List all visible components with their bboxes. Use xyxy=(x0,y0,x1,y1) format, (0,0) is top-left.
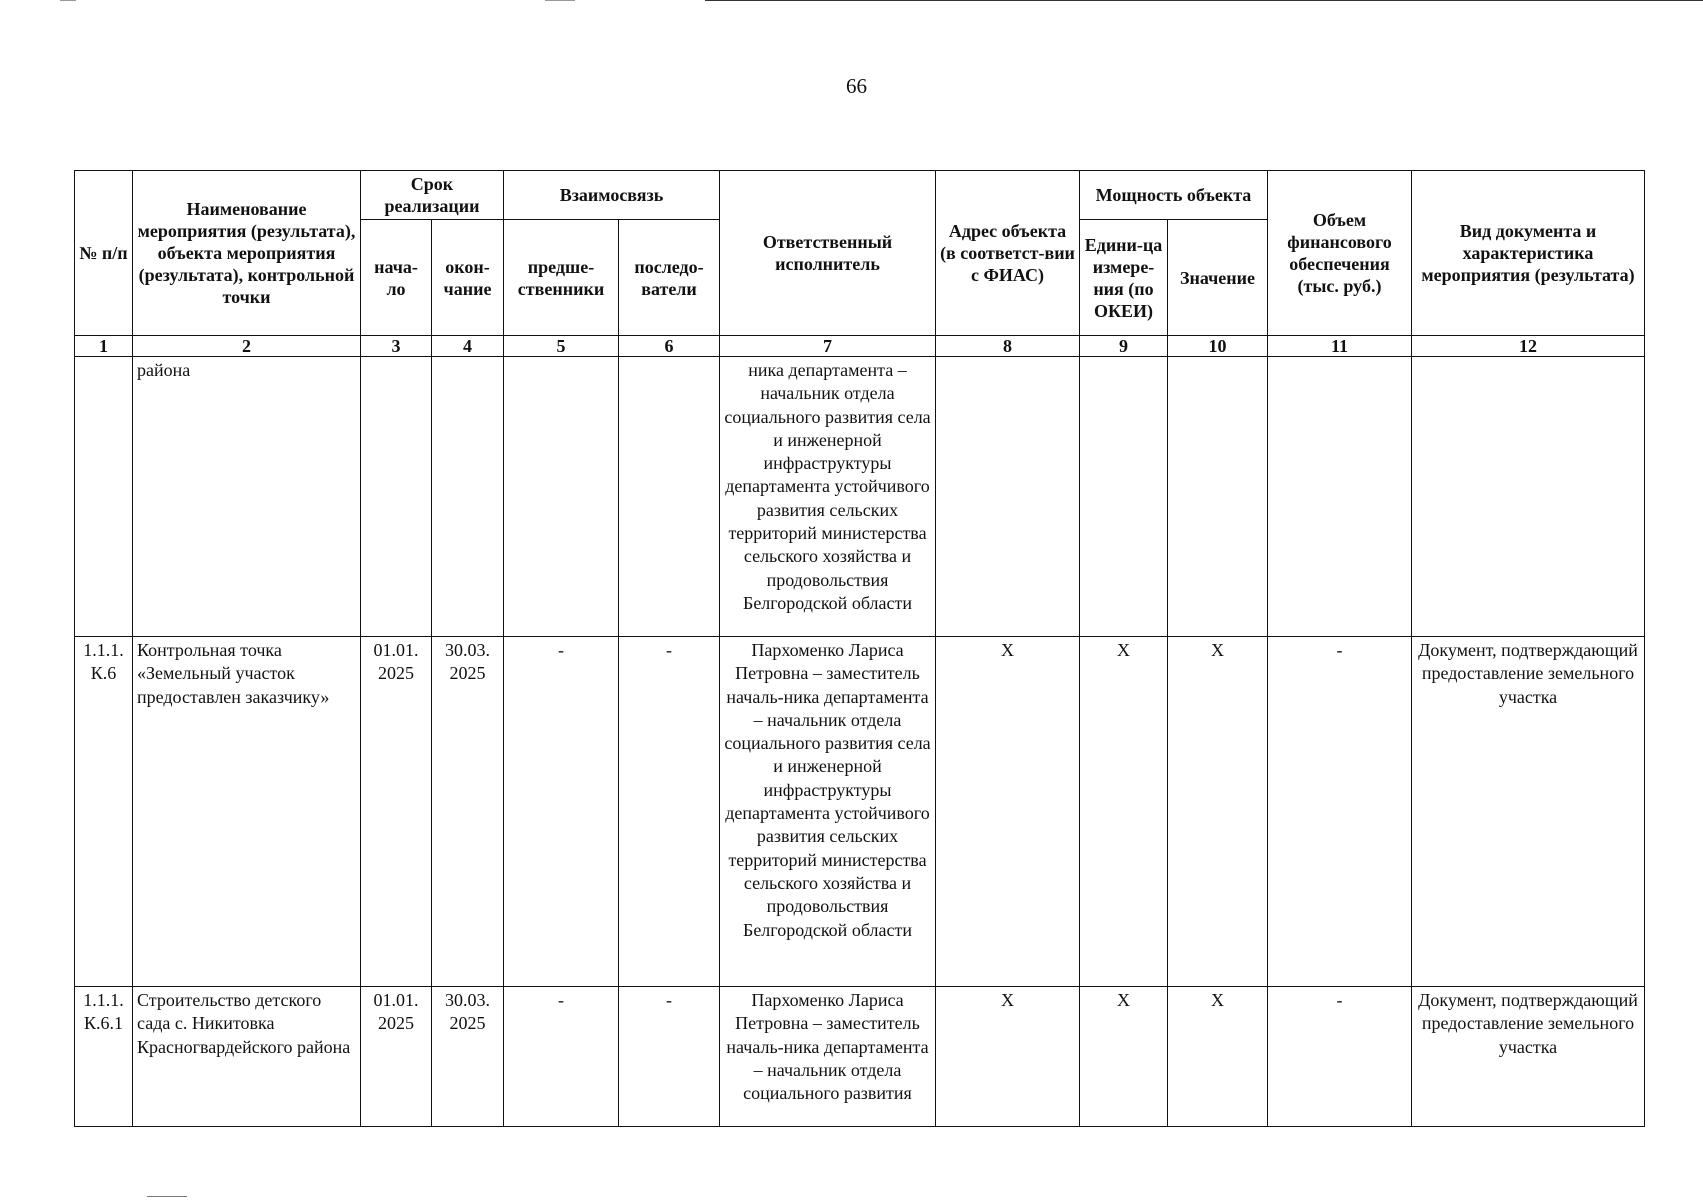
header-term: Срок реализации xyxy=(361,171,504,220)
scan-artifact xyxy=(705,0,1703,1)
column-number: 5 xyxy=(504,336,619,357)
row-end: 30.03. 2025 xyxy=(432,637,504,987)
row-start: 01.01. 2025 xyxy=(361,987,432,1127)
row-start xyxy=(361,357,432,637)
column-number: 12 xyxy=(1412,336,1645,357)
header-value: Значение xyxy=(1168,220,1268,336)
row-responsible: Пархоменко Лариса Петровна – заместитель началь-ника департамента – начальник отдела социального развития xyxy=(720,987,936,1127)
row-unit xyxy=(1080,357,1168,637)
row-address: X xyxy=(936,637,1080,987)
row-unit: X xyxy=(1080,987,1168,1127)
row-address: X xyxy=(936,987,1080,1127)
row-predecessors xyxy=(504,357,619,637)
row-funding: - xyxy=(1268,987,1412,1127)
table-row xyxy=(75,987,1645,1127)
column-number: 6 xyxy=(619,336,720,357)
header-relation: Взаимосвязь xyxy=(504,171,720,220)
row-successors xyxy=(619,357,720,637)
page-number: 66 xyxy=(846,74,867,98)
column-number: 3 xyxy=(361,336,432,357)
header-name: Наименование мероприятия (результата), объекта мероприятия (результата), контрольной точки xyxy=(133,171,361,336)
row-funding: - xyxy=(1268,637,1412,987)
scan-artifact xyxy=(545,0,575,1)
row-name: Контрольная точка «Земельный участок предоставлен заказчику» xyxy=(133,637,361,987)
row-successors: - xyxy=(619,637,720,987)
header-term-end: окон-чание xyxy=(432,220,504,336)
row-num: 1.1.1. К.6.1 xyxy=(75,987,133,1127)
row-doc: Документ, подтверждающий предоставление земельного участка xyxy=(1412,637,1645,987)
scan-artifact xyxy=(60,0,76,1)
row-address xyxy=(936,357,1080,637)
row-name: Строительство детского сада с. Никитовка Красногвардейского района xyxy=(133,987,361,1127)
row-value: X xyxy=(1168,637,1268,987)
column-number: 2 xyxy=(133,336,361,357)
table-row xyxy=(75,637,1645,987)
row-doc xyxy=(1412,357,1645,637)
column-number-row xyxy=(75,336,1645,357)
column-number: 11 xyxy=(1268,336,1412,357)
header-successors: последо-ватели xyxy=(619,220,720,336)
column-number: 1 xyxy=(75,336,133,357)
row-end xyxy=(432,357,504,637)
header-responsible: Ответственный исполнитель xyxy=(720,171,936,336)
header-num: № п/п xyxy=(75,171,133,336)
row-predecessors: - xyxy=(504,637,619,987)
column-number: 10 xyxy=(1168,336,1268,357)
header-unit: Едини-ца измере-ния (по ОКЕИ) xyxy=(1080,220,1168,336)
header-capacity: Мощность объекта xyxy=(1080,171,1268,220)
header-row-top xyxy=(75,171,1645,220)
column-number: 4 xyxy=(432,336,504,357)
row-value: X xyxy=(1168,987,1268,1127)
column-number: 8 xyxy=(936,336,1080,357)
plan-table xyxy=(74,170,1645,1127)
row-funding xyxy=(1268,357,1412,637)
row-value xyxy=(1168,357,1268,637)
scan-artifact xyxy=(147,1196,187,1197)
row-name: района xyxy=(133,357,361,637)
row-responsible: Пархоменко Лариса Петровна – заместитель началь-ника департамента – начальник отдела социального развития села и инженерной инфраструктуры департамента устойчивого развития сельских территорий министерства сельского хозяйства и продовольствия Белгородской области xyxy=(720,637,936,987)
row-doc: Документ, подтверждающий предоставление земельного участка xyxy=(1412,987,1645,1127)
row-num xyxy=(75,357,133,637)
row-num: 1.1.1. К.6 xyxy=(75,637,133,987)
table-row xyxy=(75,357,1645,637)
row-unit: X xyxy=(1080,637,1168,987)
row-responsible: ника департамента – начальник отдела социального развития села и инженерной инфраструктуры департамента устойчивого развития сельских территорий министерства сельского хозяйства и продовольствия Белгородской области xyxy=(720,357,936,637)
header-predecessors: предше-ственники xyxy=(504,220,619,336)
row-start: 01.01. 2025 xyxy=(361,637,432,987)
column-number: 7 xyxy=(720,336,936,357)
header-term-start: нача-ло xyxy=(361,220,432,336)
row-successors: - xyxy=(619,987,720,1127)
header-funding: Объем финансового обеспечения (тыс. руб.) xyxy=(1268,171,1412,336)
header-doc: Вид документа и характеристика мероприятия (результата) xyxy=(1412,171,1645,336)
header-address: Адрес объекта (в соответст-вии с ФИАС) xyxy=(936,171,1080,336)
column-number: 9 xyxy=(1080,336,1168,357)
row-predecessors: - xyxy=(504,987,619,1127)
row-end: 30.03. 2025 xyxy=(432,987,504,1127)
